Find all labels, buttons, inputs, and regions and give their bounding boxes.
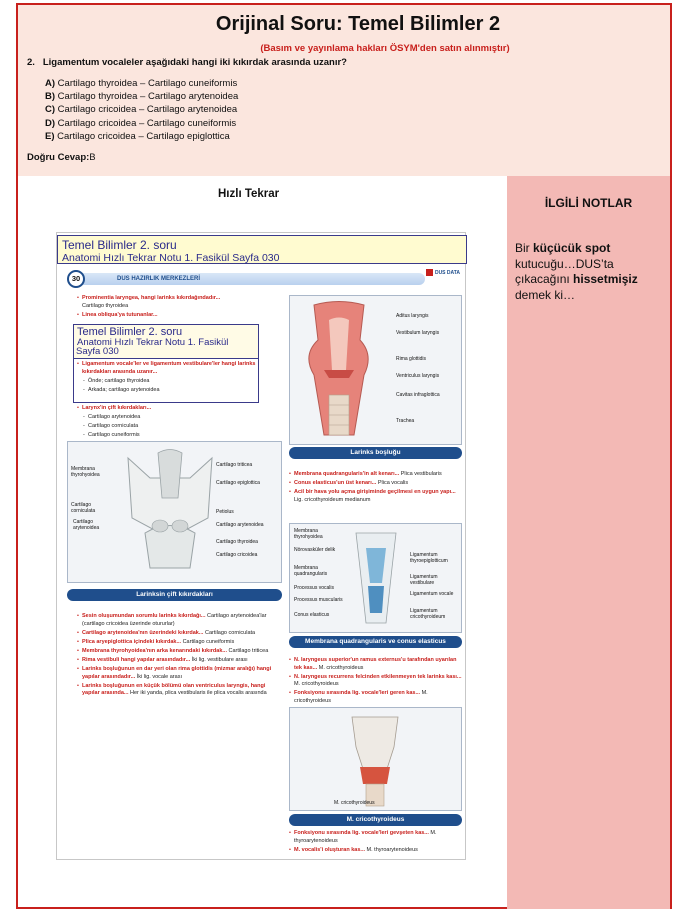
question-stem: Ligamentum vocaleler aşağıdaki hangi iki kıkırdak arasında uzanır? <box>42 57 347 68</box>
reference-box-top-subtitle: Anatomi Hızlı Tekrar Notu 1. Fasikül Sayfa 030 <box>62 252 280 264</box>
list-item: • M. vocalis'i oluşturan kas... M. thyroarytenoideus <box>289 847 464 855</box>
fig3-label: Processus vocalis <box>294 585 335 591</box>
fig4-banner: M. cricothyroideus <box>289 814 462 826</box>
list-item: - Önde; cartilago thyroidea <box>77 378 257 386</box>
option-d: D) Cartilago cricoidea – Cartilago cuneiformis <box>45 117 237 129</box>
col1-mid-bullets <box>77 361 257 396</box>
question-number: 2. <box>27 57 35 68</box>
list-item: - Cartilago cuneiformis <box>77 432 277 440</box>
list-item: • Larynx'in çift kıkırdakları... <box>77 405 277 413</box>
list-item: • Fonksiyonu sırasında lig. vocale'leri geren kas... M. cricothyroideus <box>289 690 464 705</box>
copyright-note: (Basım ve yayınlama hakları ÖSYM'den satın alınmıştır) <box>260 43 510 54</box>
dus-data-logo: DUS DATA <box>425 269 461 287</box>
cricothyroid-figure <box>289 707 462 811</box>
option-e: E) Cartilago cricoidea – Cartilago epiglottica <box>45 130 230 142</box>
answer-options <box>45 77 238 143</box>
page-title: Orijinal Soru: Temel Bilimler 2 <box>215 13 501 35</box>
fig2-label: Cartilago triticea <box>216 462 253 468</box>
fig2-label: Membrana thyrohyoidea <box>71 466 100 478</box>
fig2-label: Cartilago thyroidea <box>216 539 258 545</box>
list-item: • Membrana quadrangularis'in alt kenarı... Plica vestibularis <box>289 471 464 479</box>
list-item: • Sesin oluşumundan sorumlu larinks kıkırdağı... Cartilago arytenoidea'lar (cartilago cricoidea üzerinde otururlar) <box>77 613 282 628</box>
fig1-label: Vestibulum laryngis <box>396 330 440 336</box>
list-item: • N. laryngeus recurrens felcinden etkilenmeyen tek larinks kası... M. cricothyroideus <box>289 674 464 689</box>
col2-lower-bullets <box>289 657 464 707</box>
list-item: • Conus elasticus'un üst kenarı... Plica vocalis <box>289 480 464 488</box>
col2-bottom-bullets <box>289 830 464 856</box>
list-item: • Linea obliqua'ya tutunanlar... <box>77 312 277 320</box>
fig2-banner: Larinksin çift kıkırdakları <box>67 589 282 601</box>
list-item: - Cartilago arytenoidea <box>77 414 277 422</box>
list-item: - Arkada; cartilago arytenoidea <box>77 387 257 395</box>
paired-cartilages-figure <box>67 441 282 583</box>
poster-header-bar: DUS HAZIRLIK MERKEZLERİ <box>75 273 425 285</box>
fig2-label: Cartilago epiglottica <box>216 480 260 486</box>
fig3-label: Processus muscularis <box>294 597 343 603</box>
review-poster <box>56 232 466 860</box>
list-item: • Larinks boşluğunun en küçük bölümü olan ventriculus laryngis, hangi yapılar arasında... Her iki yanda, plica vestibularis ile plica vocalis arasında <box>77 683 282 698</box>
quick-review-heading: Hızlı Tekrar <box>218 188 280 200</box>
fig3-label: Membrana thyrohyoidea <box>294 528 323 540</box>
reference-box-inner-line2: Anatomi Hızlı Tekrar Notu 1. Fasikül <box>77 337 229 348</box>
fig4-label: M. cricothyroideus <box>334 800 375 806</box>
list-item: • Rima vestibuli hangi yapılar arasındadır... İki lig. vestibulare arası <box>77 657 282 665</box>
notes-title: İLGİLİ NOTLAR <box>544 196 633 210</box>
fig1-label: Ventriculus laryngis <box>396 373 440 379</box>
list-item: • Cartilago arytenoidea'nın üzerindeki kıkırdak... Cartilago corniculata <box>77 630 282 638</box>
fig3-label: Ligamentum vestibulare <box>410 574 438 586</box>
notes-panel <box>507 176 670 909</box>
list-item: • Membrana thyrohyoidea'nın arka kenarındaki kıkırdak... Cartilago triticea <box>77 648 282 656</box>
reference-box-inner-title: Temel Bilimler 2. soru <box>77 326 183 338</box>
page-frame <box>16 3 672 909</box>
larynx-cavity-illustration <box>294 300 384 440</box>
fig2-label: Cartilago cricoidea <box>216 552 258 558</box>
fig3-label: Ligamentum vocale <box>410 591 454 597</box>
reference-box-top <box>57 235 467 264</box>
option-b: B) Cartilago thyroidea – Cartilago arytenoidea <box>45 91 239 103</box>
larynx-cavity-figure <box>289 295 462 445</box>
fig3-label: Ligamentum cricothyroideum <box>410 608 446 620</box>
list-item: • N. laryngeus superior'un ramus externus'u tarafından uyarılan tek kas... M. cricothyroideus <box>289 657 464 672</box>
fig3-label: Ligamentum thyroepiglotticum <box>410 552 448 564</box>
col1-pair-bullets <box>77 405 277 441</box>
list-item: • Acil bir hava yolu açma girişiminde geçilmesi en uygun yapı... Lig. cricothyroideum medianum <box>289 489 464 504</box>
col1-bottom-bullets <box>77 613 282 699</box>
reference-box-inner-line3: Sayfa 030 <box>76 346 119 357</box>
fig1-label: Trachea <box>396 418 415 424</box>
col2-mid-bullets <box>289 471 464 506</box>
logo-icon <box>426 269 433 276</box>
reference-box-top-title: Temel Bilimler 2. soru <box>62 238 177 252</box>
fig3-label: Membrana quadrangularis <box>294 565 328 577</box>
fig3-label: Nörovasküler delik <box>294 547 336 553</box>
cartilages-illustration <box>120 448 220 573</box>
list-item: • Ligamentum vocale'ler ve ligamentum vestibulare'ler hangi larinks kıkırdakları arasında uzanır... <box>77 361 257 376</box>
fig2-label: Cartilago corniculata <box>71 502 96 514</box>
membrane-illustration <box>346 528 406 628</box>
list-item: • Plica aryepiglottica içindeki kıkırdak... Cartilago cuneiformis <box>77 639 282 647</box>
fig3-label: Conus elasticus <box>294 612 330 618</box>
quadrangular-membrane-figure <box>289 523 462 633</box>
fig1-banner: Larinks boşluğu <box>289 447 462 459</box>
list-item: • Fonksiyonu sırasında lig. vocale'leri gevşeten kas... M. thyroarytenoideus <box>289 830 464 845</box>
question-section <box>18 5 670 176</box>
col1-top-bullets <box>77 295 277 321</box>
list-item: • Larinks boşluğunun en dar yeri olan rima glottidis (mizmar aralığı) hangi yapılar arasındadır... İki lig. vocale arası <box>77 666 282 681</box>
fig2-label: Cartilago arytenoidea <box>73 519 100 531</box>
correct-answer: Doğru Cevap:B <box>27 152 96 163</box>
reference-box-inner-line3-wrap <box>73 347 133 359</box>
note-text: Bir küçücük spot kutucuğu…DUS’ta çıkacağını hissetmişiz demek ki… <box>515 241 638 302</box>
option-a: A) Cartilago thyroidea – Cartilago cuneiformis <box>45 78 238 89</box>
fig2-label: Petiolus <box>216 509 234 515</box>
question-text <box>27 57 347 68</box>
list-item: - Cartilago corniculata <box>77 423 277 431</box>
fig1-label: Cavitas infraglottica <box>396 392 440 398</box>
fig2-label: Cartilago arytenoidea <box>216 522 264 528</box>
poster-page-number: 30 <box>67 270 85 288</box>
list-item: • Prominentia laryngea, hangi larinks kıkırdağındadır... Cartilago thyroidea <box>77 295 277 310</box>
option-c: C) Cartilago cricoidea – Cartilago arytenoidea <box>45 104 238 116</box>
fig3-banner: Membrana quadrangularis ve conus elasticus <box>289 636 462 648</box>
fig1-label: Rima glottidis <box>396 356 427 362</box>
cricothyroid-illustration <box>340 712 410 808</box>
fig1-label: Aditus laryngis <box>396 313 429 319</box>
